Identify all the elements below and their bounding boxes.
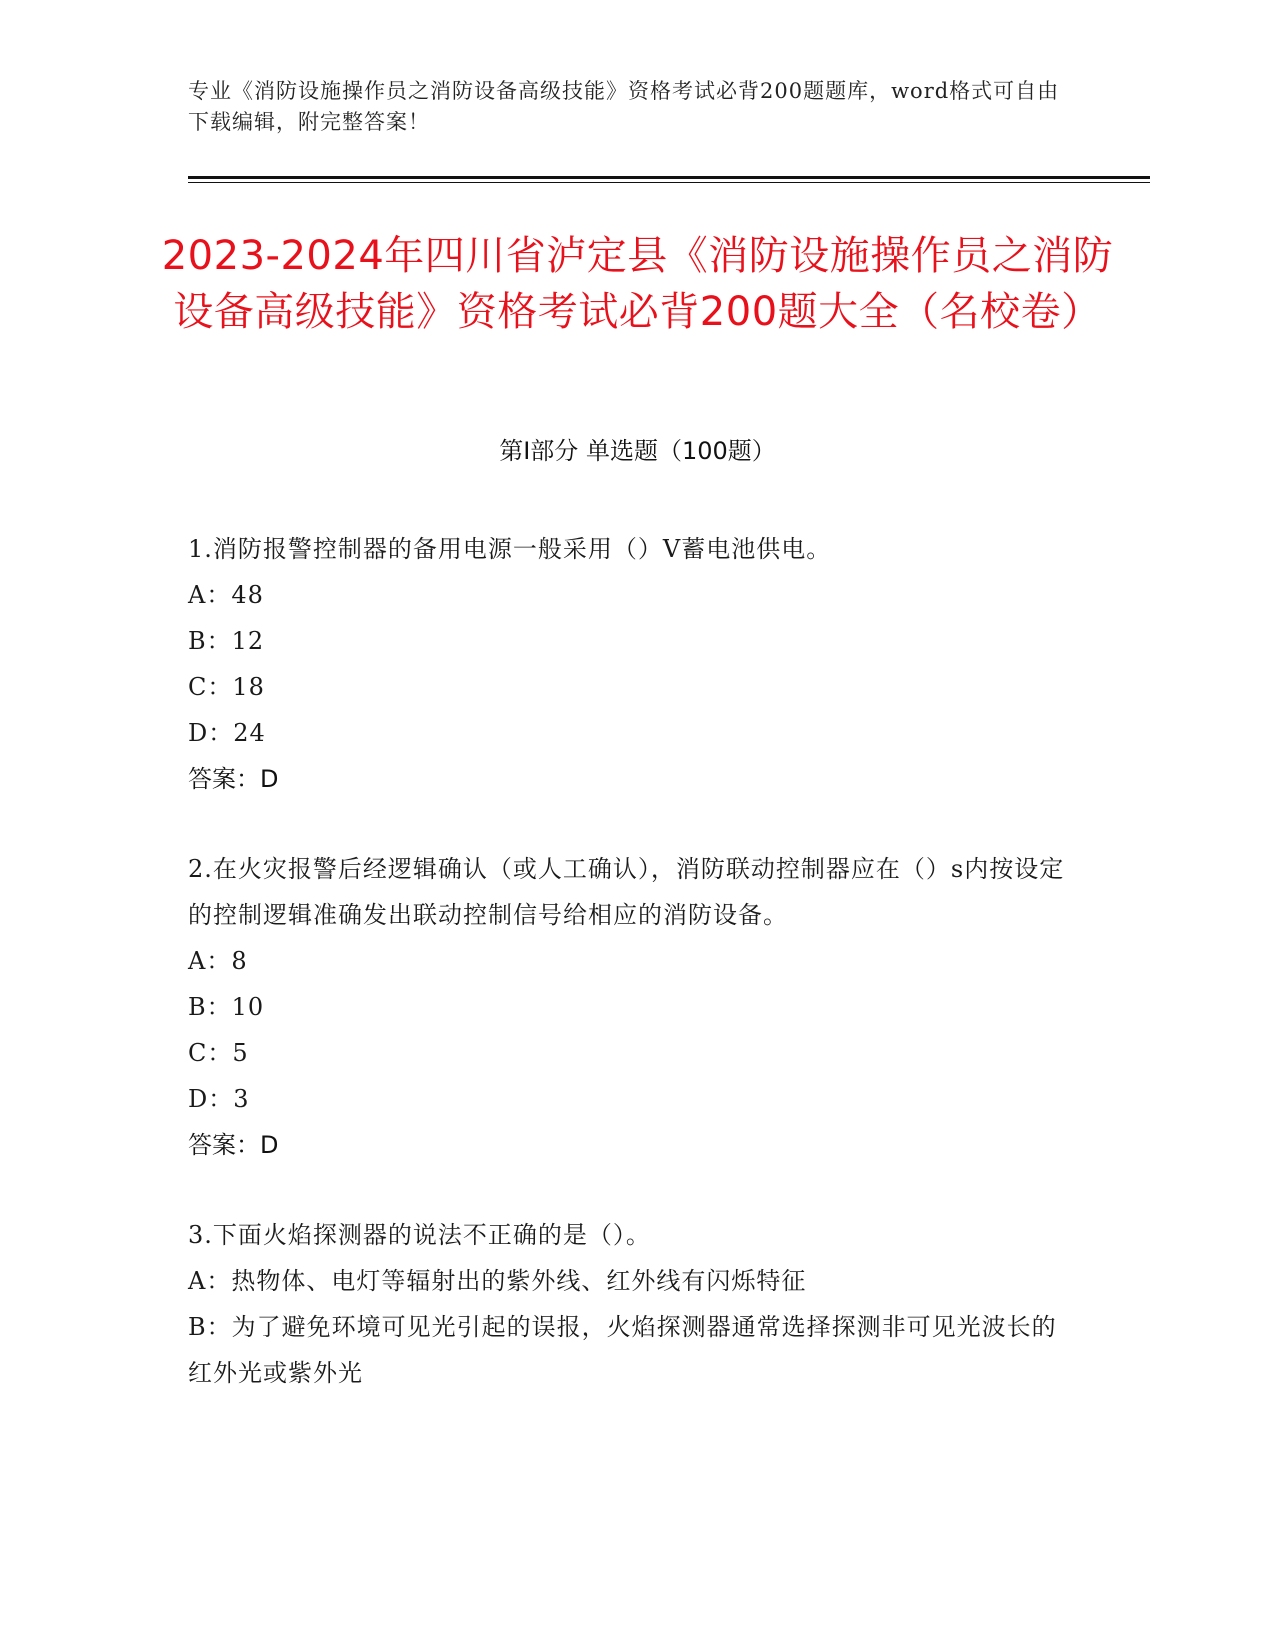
question-3 [188,1212,1068,1396]
option-c: C：5 [188,1039,249,1067]
section-title: 第I部分 单选题（100题） [499,437,776,465]
document-title: 2023-2024年四川省泸定县《消防设施操作员之消防设备高级技能》资格考试必背200题大全（名校卷） [161,233,1114,335]
header-divider-thick [188,176,1150,179]
option-d: D：3 [188,1085,250,1113]
option-b: B：12 [188,627,265,655]
question-stem: 1.消防报警控制器的备用电源一般采用（）V蓄电池供电。 [188,535,832,563]
option-a: A：热物体、电灯等辐射出的紫外线、红外线有闪烁特征 [188,1267,807,1295]
question-stem: 2.在火灾报警后经逻辑确认（或人工确认），消防联动控制器应在（）s内按设定的控制逻辑准确发出联动控制信号给相应的消防设备。 [188,855,1065,929]
question-1 [188,526,1068,802]
option-b: B：为了避免环境可见光引起的误报，火焰探测器通常选择探测非可见光波长的红外光或紫外光 [188,1313,1057,1387]
option-a: A：8 [188,947,248,975]
question-2 [188,846,1068,1168]
option-a: A：48 [188,581,264,609]
question-list [188,526,1068,1440]
answer: 答案：D [188,1131,279,1159]
header-note: 专业《消防设施操作员之消防设备高级技能》资格考试必背200题题库，word格式可自由下载编辑，附完整答案！ [188,79,1060,134]
option-b: B：10 [188,993,265,1021]
answer: 答案：D [188,765,279,793]
header-divider-thin [188,182,1150,183]
question-stem: 3.下面火焰探测器的说法不正确的是（）。 [188,1221,651,1249]
option-d: D：24 [188,719,266,747]
option-c: C：18 [188,673,265,701]
